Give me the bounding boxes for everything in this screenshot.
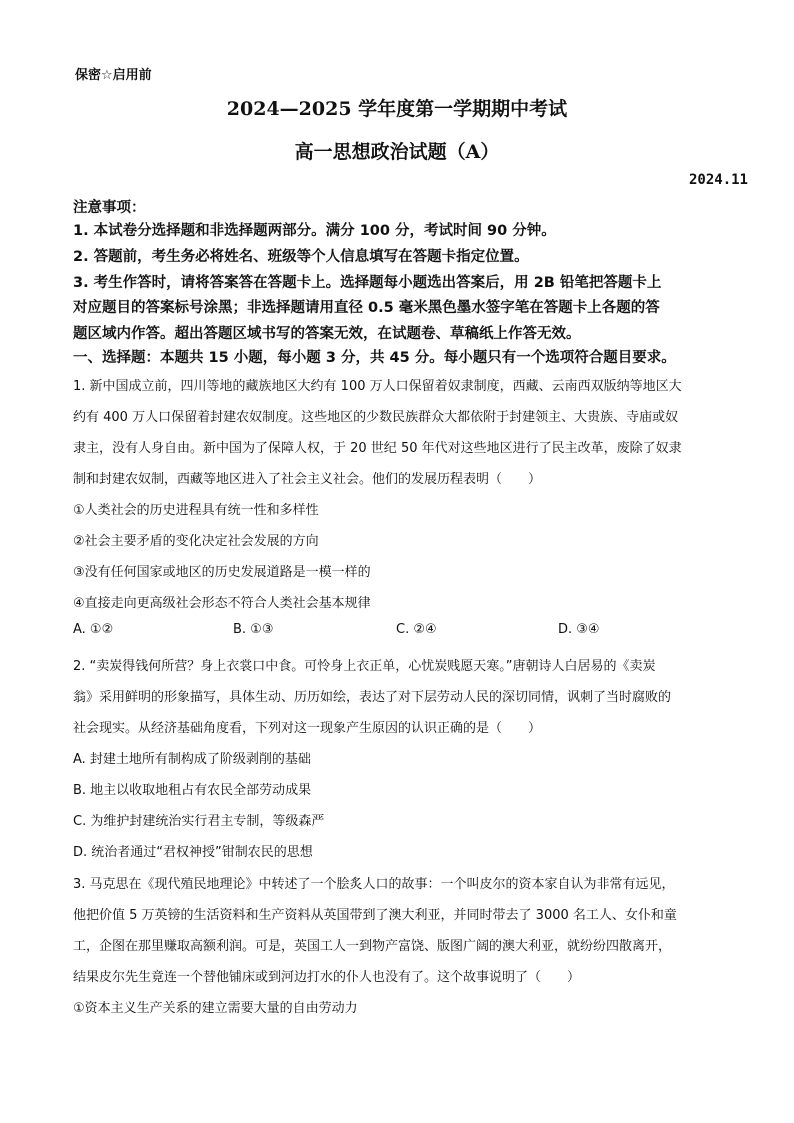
choice-a: A. ①② [73,622,114,637]
question-2-text: 社会现实。从经济基础角度看，下列对这一现象产生原因的认识正确的是（ ） [73,721,542,736]
question-1-option: ①人类社会的历史进程具有统一性和多样性 [73,503,319,518]
notice-line: 2. 答题前，考生务必将姓名、班级等个人信息填写在答题卡指定位置。 [73,249,529,265]
choice-b: B. ①③ [233,622,274,637]
question-1-text: 1. 新中国成立前，四川等地的藏族地区大约有 100 万人口保留着奴隶制度，西藏、云南西双版纳等地区大 [73,379,682,394]
section-heading: 一、选择题：本题共 15 小题，每小题 3 分，共 45 分。每小题只有一个选项符合题目要求。 [73,350,676,366]
question-1-option: ④直接走向更高级社会形态不符合人类社会基本规律 [73,596,371,611]
notice-line: 对应题目的答案标号涂黑；非选择题请用直径 0.5 毫米黑色墨水签字笔在答题卡上各题的答 [73,300,660,316]
notice-line: 3. 考生作答时，请将答案答在答题卡上。选择题每小题选出答案后，用 2B 铅笔把答题卡上 [73,275,662,291]
question-2-option: C. 为维护封建统治实行君主专制，等级森严 [73,814,325,829]
question-1-text: 约有 400 万人口保留着封建农奴制度。这些地区的少数民族群众大都依附于封建领主、大贵族、寺庙或奴 [73,410,679,425]
question-3-option: ①资本主义生产关系的建立需要大量的自由劳动力 [73,1001,358,1016]
question-1-option: ②社会主要矛盾的变化决定社会发展的方向 [73,534,319,549]
question-2-text: 2. “卖炭得钱何所营？身上衣裳口中食。可怜身上衣正单，心忧炭贱愿天寒。”唐朝诗人白居易的《卖炭 [73,659,656,674]
question-2-option: B. 地主以收取地租占有农民全部劳动成果 [73,783,312,798]
question-2-option: D. 统治者通过“君权神授”钳制农民的思想 [73,845,313,860]
notice-line: 1. 本试卷分选择题和非选择题两部分。满分 100 分，考试时间 90 分钟。 [73,223,556,239]
notice-line: 题区域内作答。超出答题区域书写的答案无效，在试题卷、草稿纸上作答无效。 [73,326,581,342]
question-3-text: 工，企图在那里赚取高额利润。可是，英国工人一到物产富饶、版图广阔的澳大利亚，就纷纷四散离开， [73,939,672,954]
question-3-text: 他把价值 5 万英镑的生活资料和生产资料从英国带到了澳大利亚，并同时带去了 3000 名工人、女仆和童 [73,908,677,923]
exam-date: 2024.11 [688,172,748,188]
exam-subtitle: 高一思想政治试题（A） [294,141,500,163]
question-2-text: 翁》采用鲜明的形象描写，具体生动、历历如绘，表达了对下层劳动人民的深切同情，讽刺了当时腐败的 [73,690,672,705]
choice-c: C. ②④ [396,622,437,637]
question-1-text: 隶主，没有人身自由。新中国为了保障人权，于 20 世纪 50 年代对这些地区进行了民主改革，废除了奴隶 [73,441,682,456]
exam-title: 2024—2025 学年度第一学期期中考试 [226,98,568,120]
question-1-choices [73,622,723,642]
notice-heading: 注意事项： [73,200,146,216]
question-3-text: 3. 马克思在《现代殖民地理论》中转述了一个脍炙人口的故事：一个叫皮尔的资本家自认为非常有远见， [73,877,675,892]
confidential-label: 保密☆启用前 [75,68,152,83]
question-3-text: 结果皮尔先生竟连一个替他铺床或到河边打水的仆人也没有了。这个故事说明了（ ） [73,970,581,985]
question-1-option: ③没有任何国家或地区的历史发展道路是一模一样的 [73,565,371,580]
question-1-text: 制和封建农奴制，西藏等地区进入了社会主义社会。他们的发展历程表明（ ） [73,472,542,487]
question-2-option: A. 封建土地所有制构成了阶级剥削的基础 [73,752,311,767]
choice-d: D. ③④ [558,622,600,637]
